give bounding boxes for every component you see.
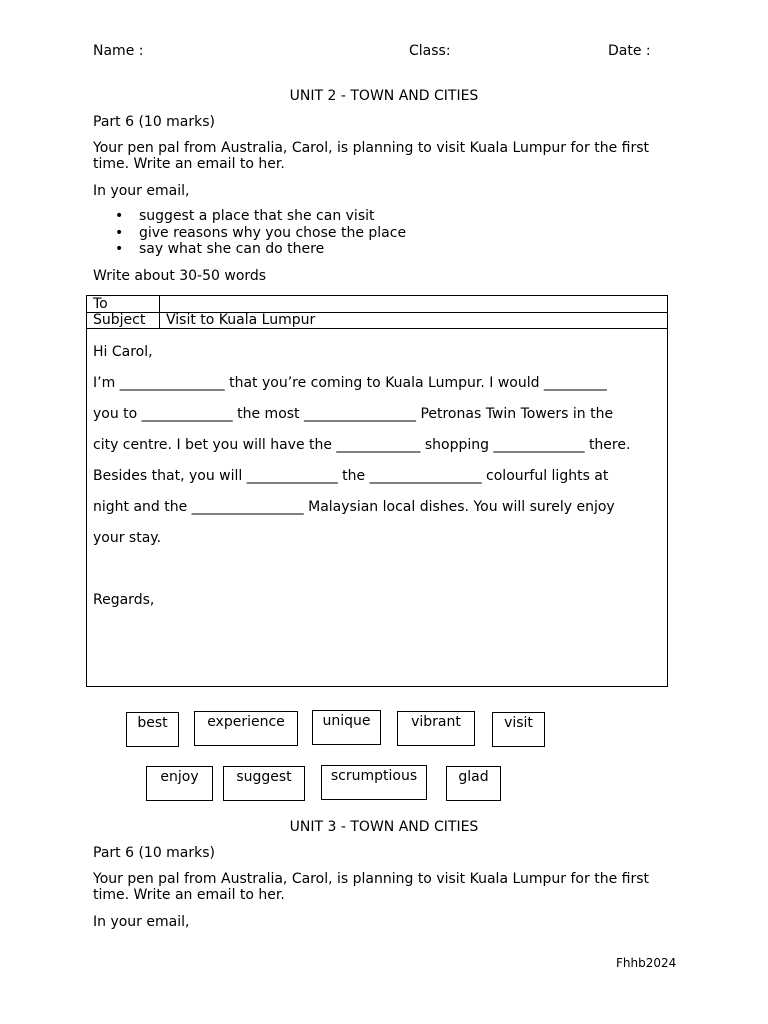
email-line: night and the ________________ Malaysian local dishes. You will surely enjoy — [93, 499, 615, 515]
email-spacer — [93, 561, 663, 592]
word-bank-box-visit: visit — [492, 712, 545, 747]
email-line: Besides that, you will _____________ the ________________ colourful lights at — [93, 468, 609, 484]
unit3-instruction-line2: time. Write an email to her. — [93, 887, 285, 903]
class-label: Class: — [409, 43, 451, 59]
word-bank-box-suggest: suggest — [223, 766, 305, 801]
email-subject-label: Subject — [93, 312, 146, 328]
email-subject-row — [87, 312, 667, 329]
email-line: city centre. I bet you will have the ____________ shopping _____________ there. — [93, 437, 631, 453]
bullet-item: • suggest a place that she can visit — [115, 208, 375, 224]
unit2-instruction-line2: time. Write an email to her. — [93, 156, 285, 172]
unit3-part: Part 6 (10 marks) — [93, 845, 216, 861]
email-closing: Regards, — [93, 592, 155, 608]
bullet-item: • say what she can do there — [115, 241, 325, 257]
email-line: I’m _______________ that you’re coming to Kuala Lumpur. I would _________ — [93, 375, 607, 391]
unit2-word-count: Write about 30-50 words — [93, 268, 267, 284]
bullet-dot-icon: • — [115, 241, 124, 257]
email-to-label: To — [93, 296, 108, 312]
unit2-title: UNIT 2 - TOWN AND CITIES — [289, 88, 479, 104]
word-bank-box-enjoy: enjoy — [146, 766, 213, 801]
email-greeting: Hi Carol, — [93, 344, 153, 360]
email-column-divider — [159, 296, 160, 328]
bullet-dot-icon: • — [115, 224, 124, 241]
footer-code: Fhhb2024 — [616, 956, 677, 970]
email-body — [93, 344, 663, 623]
word-bank-box-glad: glad — [446, 766, 501, 801]
bullet-item: • give reasons why you chose the place — [115, 224, 407, 241]
word-bank-box-scrumptious: scrumptious — [321, 765, 427, 800]
unit3-instruction-line1: Your pen pal from Australia, Carol, is planning to visit Kuala Lumpur for the first — [93, 871, 649, 887]
unit2-part: Part 6 (10 marks) — [93, 114, 216, 130]
email-line: you to _____________ the most ________________ Petronas Twin Towers in the — [93, 406, 614, 422]
unit3-in-your-email: In your email, — [93, 914, 190, 930]
email-line: your stay. — [93, 530, 162, 546]
word-bank-box-best: best — [126, 712, 179, 747]
unit2-instruction-line1: Your pen pal from Australia, Carol, is planning to visit Kuala Lumpur for the first — [93, 140, 649, 156]
bullet-dot-icon: • — [115, 208, 124, 224]
email-subject-value: Visit to Kuala Lumpur — [166, 312, 316, 328]
unit3-title: UNIT 3 - TOWN AND CITIES — [289, 819, 479, 835]
email-form — [86, 295, 668, 687]
name-label: Name : — [93, 43, 144, 59]
unit2-in-your-email: In your email, — [93, 183, 190, 199]
word-bank-box-vibrant: vibrant — [397, 711, 475, 746]
date-label: Date : — [608, 43, 651, 59]
email-to-row — [87, 296, 667, 313]
word-bank-box-unique: unique — [312, 710, 381, 745]
unit2-bullet-list — [93, 208, 406, 258]
word-bank-box-experience: experience — [194, 711, 298, 746]
